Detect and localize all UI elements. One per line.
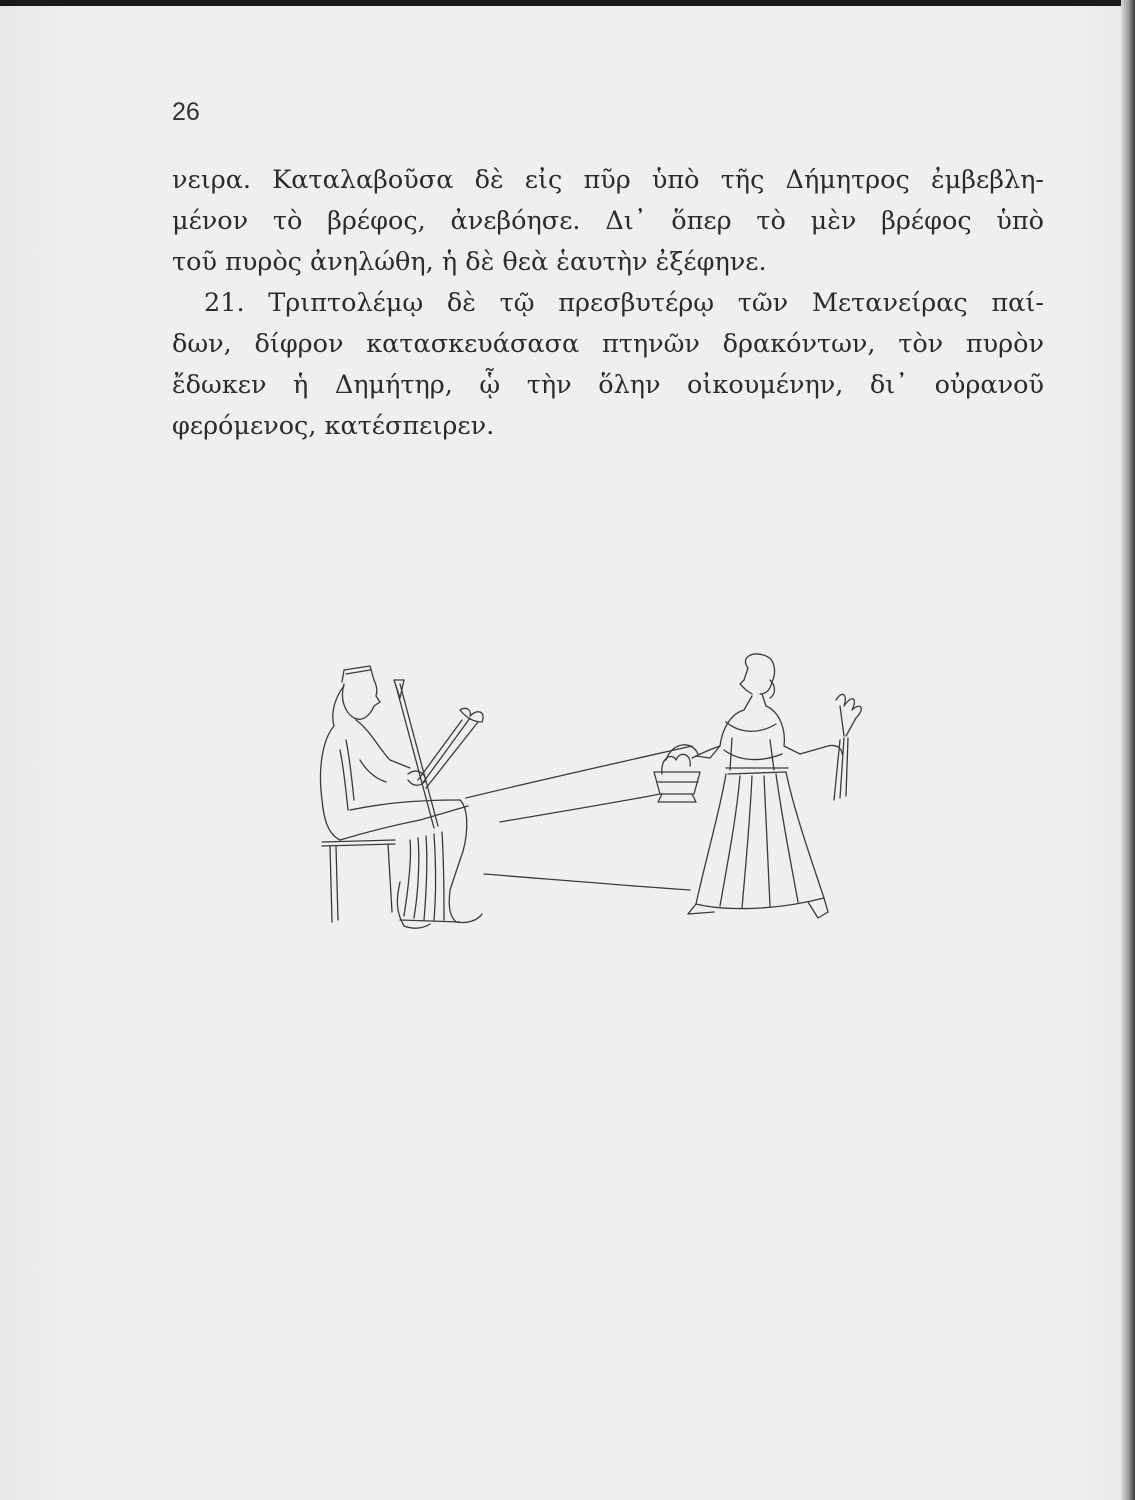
perspective-line-bottom bbox=[484, 874, 690, 890]
text-line-4: 21. Τριπτολέμῳ δὲ τῷ πρεσβυτέρῳ τῶν Μετανείρας παί- bbox=[204, 288, 1044, 318]
text-line-1: νειρα. Καταλαβοῦσα δὲ εἰς πῦρ ὑπὸ τῆς Δήμητρος ἐμβεβλη- bbox=[172, 165, 1044, 195]
text-line-2: μένον τὸ βρέφος, ἀνεβόησε. Δι᾽ ὅπερ τὸ μὲν βρέφος ὑπὸ bbox=[172, 206, 1044, 236]
text-line-7: φερόμενος, κατέσπειρεν. bbox=[172, 411, 495, 441]
text-line-6: ἔδωκεν ἡ Δημήτηρ, ᾧ τὴν ὅλην οἰκουμένην, δι᾽ οὐρανοῦ bbox=[172, 370, 1044, 400]
perspective-line-mid bbox=[500, 794, 660, 822]
text-line-5: δων, δίφρον κατασκευάσασα πτηνῶν δρακόντων, τὸν πυρὸν bbox=[172, 329, 1044, 359]
seated-demeter-figure-icon bbox=[321, 666, 484, 928]
standing-maiden-figure-icon bbox=[688, 654, 861, 918]
page-right-edge bbox=[1121, 0, 1135, 1500]
text-line-3: τοῦ πυρὸς ἀνηλώθη, ἡ δὲ θεὰ ἑαυτὴν ἐξέφηνε. bbox=[172, 247, 767, 277]
body-text bbox=[172, 160, 1044, 447]
page-number: 26 bbox=[172, 98, 200, 126]
vase-painting-illustration bbox=[300, 650, 900, 950]
top-edge-rule bbox=[0, 0, 1135, 6]
